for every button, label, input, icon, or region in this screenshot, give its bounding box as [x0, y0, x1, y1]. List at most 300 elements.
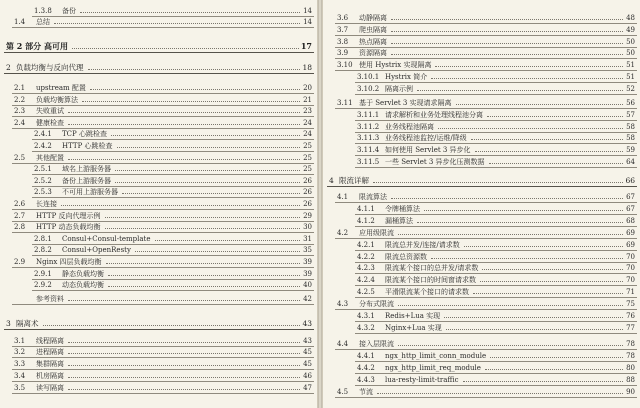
toc-entry-number: 4.2.3: [357, 264, 375, 272]
toc-entry: [337, 36, 635, 47]
toc-entry-page-number: 76: [626, 312, 635, 320]
toc-entry-title: 域名上游服务器: [62, 165, 111, 173]
toc-divider: [12, 27, 314, 28]
toc-entry-page-number: 29: [303, 212, 312, 220]
toc-entry-page-number: 52: [626, 85, 635, 93]
toc-leader-dots: [391, 47, 623, 55]
toc-entry-title: 集群隔离: [36, 360, 64, 368]
toc-leader-dots: [68, 117, 300, 125]
toc-leader-dots: [68, 370, 300, 378]
toc-entry: [357, 262, 635, 273]
toc-leader-dots: [106, 256, 300, 264]
toc-leader-dots: [68, 346, 300, 354]
toc-entry-title: 使用 Hystrix 实现隔离: [359, 61, 432, 69]
toc-entry-title: 动静隔离: [359, 14, 387, 22]
toc-entry-title: Nginx+Lua 实现: [385, 324, 442, 332]
toc-leader-dots: [108, 268, 300, 276]
toc-leader-dots: [111, 128, 300, 136]
toc-entry-page-number: 56: [626, 99, 635, 107]
toc-entry-page-number: 77: [626, 324, 635, 332]
toc-entry: [357, 109, 635, 120]
toc-entry-page-number: 40: [303, 281, 312, 289]
toc-entry: [14, 293, 312, 304]
toc-entry: [34, 128, 312, 139]
toc-leader-dots: [417, 215, 623, 223]
toc-leader-dots: [82, 94, 300, 102]
toc-leader-dots: [456, 97, 623, 105]
toc-entry-number: 第 2 部分: [6, 41, 42, 51]
toc-entry-page-number: 25: [303, 142, 312, 150]
toc-entry-number: 4.2.4: [357, 276, 375, 284]
toc-divider: [12, 393, 314, 394]
toc-entry: [337, 338, 635, 349]
toc-entry-number: 4.3.2: [357, 324, 375, 332]
toc-entry-page-number: 78: [626, 340, 635, 348]
toc-entry-title: 总结: [36, 18, 50, 26]
toc-entry: [337, 227, 635, 238]
toc-entry-title: ngx_http_limit_conn_module: [385, 352, 487, 360]
toc-entry: [357, 362, 635, 373]
toc-entry-page-number: 59: [626, 146, 635, 154]
toc-leader-dots: [435, 59, 623, 67]
toc-entry-number: 3.11.3: [357, 134, 380, 142]
toc-leader-dots: [424, 203, 623, 211]
toc-entry-page-number: 45: [303, 360, 312, 368]
toc-entry-title: upstream 配置: [36, 84, 86, 92]
toc-entry-number: 4.1: [337, 193, 349, 201]
toc-entry-title: 平滑限流某个接口的请求数: [385, 288, 469, 296]
toc-entry: [337, 24, 635, 35]
toc-entry-page-number: 69: [626, 241, 635, 249]
toc-entry-title: 长连接: [36, 200, 57, 208]
toc-entry-page-number: 39: [303, 270, 312, 278]
toc-entry-page-number: 70: [626, 276, 635, 284]
left-page: [0, 0, 318, 408]
toc-entry-title: Redis+Lua 实现: [385, 312, 441, 320]
toc-entry-number: 2.4: [14, 119, 26, 127]
toc-leader-dots: [391, 191, 623, 199]
toc-entry: [337, 191, 635, 202]
toc-entry: [337, 386, 635, 397]
toc-leader-dots: [61, 198, 300, 206]
toc-entry-page-number: 14: [303, 18, 312, 26]
toc-leader-dots: [489, 156, 623, 164]
toc-entry-number: 2.6: [14, 200, 26, 208]
toc-entry-title: 爬虫隔离: [359, 26, 387, 34]
toc-entry-title: 静态负载均衡: [62, 270, 104, 278]
toc-entry: [14, 358, 312, 369]
toc-entry-title: 限流某个接口的总并发/请求数: [385, 264, 479, 272]
toc-leader-dots: [68, 105, 300, 113]
toc-entry: [34, 5, 312, 16]
toc-entry-page-number: 24: [303, 119, 312, 127]
toc-chapter-entry: [6, 318, 312, 329]
toc-entry-title: 资源隔离: [359, 49, 387, 57]
toc-leader-dots: [490, 350, 623, 358]
toc-leader-dots: [68, 293, 300, 301]
toc-entry-number: 2.1: [14, 84, 26, 92]
toc-entry-number: 3.9: [337, 49, 349, 57]
toc-entry-title: 限流总资源数: [385, 253, 427, 261]
toc-entry-page-number: 26: [303, 177, 312, 185]
toc-entry-page-number: 71: [626, 288, 635, 296]
toc-divider: [32, 290, 314, 291]
toc-leader-dots: [68, 382, 300, 390]
toc-leader-dots: [68, 152, 300, 160]
toc-entry: [34, 175, 312, 186]
toc-leader-dots: [463, 374, 624, 382]
toc-leader-dots: [398, 298, 623, 306]
toc-entry-page-number: 70: [626, 264, 635, 272]
toc-entry-number: 2.9.1: [34, 270, 52, 278]
toc-entry: [357, 203, 635, 214]
toc-entry: [357, 83, 635, 94]
toc-entry-page-number: 43: [303, 337, 312, 345]
toc-entry-number: 2.4.1: [34, 130, 52, 138]
toc-entry-page-number: 51: [626, 73, 635, 81]
toc-entry-page-number: 66: [625, 176, 635, 185]
toc-entry-number: 3.11.5: [357, 158, 380, 166]
toc-entry: [14, 382, 312, 393]
toc-entry-title: 基于 Servlet 3 实现请求隔离: [359, 99, 452, 107]
toc-entry-page-number: 47: [303, 384, 312, 392]
toc-entry-title: 高可用: [44, 41, 68, 51]
toc-entry-page-number: 17: [300, 41, 312, 51]
toc-entry-number: 3.6: [337, 14, 349, 22]
toc-entry-number: 1.3.8: [34, 7, 52, 15]
toc-entry-title: 备份: [62, 7, 76, 15]
toc-entry-number: 3.1: [14, 337, 26, 345]
toc-entry-page-number: 21: [303, 96, 312, 104]
toc-divider: [355, 333, 637, 334]
toc-entry-number: 3.11.2: [357, 123, 380, 131]
toc-entry-page-number: 18: [302, 63, 312, 72]
toc-entry-number: 4.2.5: [357, 288, 375, 296]
toc-entry-number: 2.8: [14, 223, 26, 231]
toc-entry-page-number: 35: [303, 246, 312, 254]
toc-divider: [335, 397, 637, 398]
toc-entry-page-number: 69: [626, 229, 635, 237]
toc-divider: [355, 167, 637, 168]
toc-entry-title: 限流详解: [339, 176, 369, 185]
toc-entry-number: 2.5.2: [34, 177, 52, 185]
toc-entry-number: 4.5: [337, 388, 349, 396]
toc-entry-number: 3.10: [337, 61, 353, 69]
toc-entry-page-number: 25: [303, 154, 312, 162]
toc-leader-dots: [115, 163, 300, 171]
toc-leader-dots: [431, 251, 623, 259]
toc-entry-title: 隔离术: [16, 319, 39, 328]
toc-entry-number: 2.5: [14, 154, 26, 162]
toc-entry-title: 接入层限流: [359, 340, 394, 348]
toc-entry: [14, 256, 312, 267]
toc-entry: [357, 322, 635, 333]
toc-entry-title: 业务线程池隔离: [385, 123, 434, 131]
toc-entry-title: 其他配置: [36, 154, 64, 162]
toc-entry: [357, 251, 635, 262]
toc-divider: [327, 186, 637, 187]
toc-entry-page-number: 50: [626, 49, 635, 57]
toc-entry: [357, 286, 635, 297]
toc-leader-dots: [398, 227, 623, 235]
toc-entry: [14, 94, 312, 105]
toc-leader-dots: [68, 358, 300, 366]
toc-entry: [357, 374, 635, 385]
toc-entry-title: lua-resty-limit-traffic: [385, 376, 459, 384]
toc-entry: [357, 121, 635, 132]
toc-leader-dots: [135, 244, 300, 252]
toc-entry-title: 失败重试: [36, 107, 64, 115]
toc-leader-dots: [68, 335, 300, 343]
toc-entry-page-number: 58: [626, 134, 635, 142]
toc-entry: [14, 82, 312, 93]
toc-entry: [14, 117, 312, 128]
toc-entry-page-number: 51: [626, 61, 635, 69]
toc-entry-title: 机房隔离: [36, 372, 64, 380]
toc-entry-title: 请求解析和业务处理线程池分离: [385, 111, 483, 119]
toc-entry: [34, 140, 312, 151]
toc-entry-number: 4.2.2: [357, 253, 375, 261]
toc-entry-number: 2.5.1: [34, 165, 52, 173]
toc-entry: [357, 350, 635, 361]
toc-leader-dots: [72, 41, 299, 49]
toc-entry: [14, 346, 312, 357]
toc-leader-dots: [471, 132, 623, 140]
toc-entry-page-number: 78: [626, 352, 635, 360]
toc-entry-number: 3.10.2: [357, 85, 380, 93]
toc-entry-page-number: 45: [303, 348, 312, 356]
toc-entry-title: 备份上游服务器: [62, 177, 111, 185]
toc-leader-dots: [90, 82, 300, 90]
toc-leader-dots: [438, 121, 623, 129]
toc-entry-title: 热点隔离: [359, 38, 387, 46]
toc-leader-dots: [391, 24, 623, 32]
toc-entry: [14, 221, 312, 232]
toc-entry-title: Consul+OpenResty: [62, 246, 131, 254]
toc-entry: [357, 239, 635, 250]
toc-entry-title: 线程隔离: [36, 337, 64, 345]
toc-entry-title: HTTP 心跳检查: [62, 142, 113, 150]
toc-entry-page-number: 30: [303, 223, 312, 231]
toc-entry-title: 应用级限流: [359, 229, 394, 237]
toc-entry-number: 2.9.2: [34, 281, 52, 289]
toc-entry-number: 3: [6, 319, 11, 328]
toc-entry-page-number: 88: [626, 376, 635, 384]
toc-entry: [357, 144, 635, 155]
toc-entry-page-number: 75: [626, 300, 635, 308]
toc-entry-title: 业务线程池监控/运维/降级: [385, 134, 467, 142]
toc-entry: [34, 186, 312, 197]
toc-entry: [357, 156, 635, 167]
toc-entry-number: 2.8.2: [34, 246, 52, 254]
toc-leader-dots: [117, 140, 300, 148]
toc-leader-dots: [444, 310, 623, 318]
toc-entry: [14, 16, 312, 27]
toc-entry-title: 健康检查: [36, 119, 64, 127]
toc-entry-page-number: 14: [303, 7, 312, 15]
toc-entry-page-number: 20: [303, 84, 312, 92]
toc-entry: [34, 279, 312, 290]
toc-leader-dots: [54, 16, 300, 24]
toc-entry-number: 3.11.4: [357, 146, 380, 154]
toc-entry: [337, 97, 635, 108]
toc-entry-number: 3.8: [337, 38, 349, 46]
toc-entry-number: 2: [6, 63, 11, 72]
toc-entry-number: 3.2: [14, 348, 26, 356]
toc-entry: [357, 71, 635, 82]
toc-leader-dots: [391, 12, 623, 20]
toc-entry: [357, 215, 635, 226]
toc-entry-page-number: 80: [626, 364, 635, 372]
toc-entry-number: 2.9: [14, 258, 26, 266]
toc-entry-title: HTTP 反向代理示例: [36, 212, 101, 220]
toc-entry-page-number: 26: [303, 200, 312, 208]
toc-entry-title: 一些 Servlet 3 异步化压测数据: [385, 158, 485, 166]
toc-entry-title: 限流某个接口的时间窗请求数: [385, 276, 476, 284]
toc-entry: [357, 132, 635, 143]
toc-entry-page-number: 50: [626, 38, 635, 46]
toc-leader-dots: [417, 83, 623, 91]
toc-entry-number: 1.4: [14, 18, 26, 26]
toc-entry-title: Hystrix 简介: [385, 73, 428, 81]
toc-divider: [4, 52, 314, 53]
toc-entry-number: 4.2: [337, 229, 349, 237]
toc-leader-dots: [105, 210, 300, 218]
toc-entry-page-number: 67: [626, 205, 635, 213]
right-page: [322, 0, 640, 408]
toc-leader-dots: [377, 386, 623, 394]
toc-leader-dots: [105, 221, 300, 229]
toc-entry-number: 2.7: [14, 212, 26, 220]
toc-entry-title: 读写隔离: [36, 384, 64, 392]
toc-entry-title: 隔离示例: [385, 85, 413, 93]
toc-entry-number: 4.4.1: [357, 352, 375, 360]
toc-entry-page-number: 39: [303, 258, 312, 266]
toc-leader-dots: [108, 279, 300, 287]
toc-entry-page-number: 49: [626, 26, 635, 34]
toc-entry-page-number: 70: [626, 253, 635, 261]
toc-part-entry: [6, 41, 312, 52]
toc-entry-number: 3.3: [14, 360, 26, 368]
toc-entry-number: 4.3.1: [357, 312, 375, 320]
toc-divider: [355, 94, 637, 95]
toc-entry-title: TCP 心跳检查: [62, 130, 107, 138]
toc-divider: [12, 304, 314, 305]
toc-entry: [337, 59, 635, 70]
toc-leader-dots: [431, 71, 623, 79]
toc-leader-dots: [480, 274, 623, 282]
toc-leader-dots: [485, 362, 623, 370]
toc-leader-dots: [88, 62, 301, 70]
toc-leader-dots: [391, 36, 623, 44]
toc-entry-page-number: 57: [626, 111, 635, 119]
toc-leader-dots: [487, 109, 623, 117]
toc-entry-number: 4.1.1: [357, 205, 375, 213]
toc-entry-page-number: 31: [303, 235, 312, 243]
toc-leader-dots: [155, 233, 300, 241]
toc-entry: [34, 268, 312, 279]
toc-entry-number: 3.11: [337, 99, 353, 107]
toc-entry-title: Consul+Consul-template: [62, 235, 151, 243]
toc-leader-dots: [373, 175, 623, 183]
toc-entry-title: 限流总并发/连接/请求数: [385, 241, 460, 249]
toc-entry-number: 4.2.1: [357, 241, 375, 249]
toc-entry-page-number: 67: [626, 193, 635, 201]
toc-entry-page-number: 64: [626, 158, 635, 166]
toc-entry: [337, 47, 635, 58]
toc-leader-dots: [115, 175, 300, 183]
toc-entry: [14, 152, 312, 163]
toc-entry-number: 3.10.1: [357, 73, 380, 81]
toc-entry-number: 3.11.1: [357, 111, 380, 119]
toc-entry-page-number: 46: [303, 372, 312, 380]
toc-entry: [14, 335, 312, 346]
toc-entry-title: ngx_http_limit_req_module: [385, 364, 481, 372]
toc-entry-number: 3.4: [14, 372, 26, 380]
toc-leader-dots: [464, 239, 623, 247]
toc-leader-dots: [446, 322, 623, 330]
toc-entry-title: 负载均衡与反向代理: [16, 63, 84, 72]
toc-entry: [357, 274, 635, 285]
toc-entry-number: 4.4.2: [357, 364, 375, 372]
toc-entry-page-number: 23: [303, 107, 312, 115]
toc-entry-number: 2.3: [14, 107, 26, 115]
toc-entry-title: 节流: [359, 388, 373, 396]
toc-entry-number: 4.4: [337, 340, 349, 348]
toc-entry-title: 参考资料: [36, 295, 64, 303]
toc-divider: [4, 329, 314, 330]
toc-entry-number: 4.1.2: [357, 217, 375, 225]
toc-entry-number: 2.8.1: [34, 235, 52, 243]
toc-entry-title: 限流算法: [359, 193, 387, 201]
toc-chapter-entry: [6, 62, 312, 73]
toc-entry-page-number: 25: [303, 165, 312, 173]
toc-entry-title: 动态负载均衡: [62, 281, 104, 289]
toc-entry: [337, 298, 635, 309]
toc-entry-title: 如何使用 Servlet 3 异步化: [385, 146, 471, 154]
toc-entry-title: 漏桶算法: [385, 217, 413, 225]
toc-entry-page-number: 42: [303, 295, 312, 303]
toc-entry-title: 负载均衡算法: [36, 96, 78, 104]
toc-entry-page-number: 26: [303, 188, 312, 196]
toc-leader-dots: [122, 186, 300, 194]
toc-entry: [34, 233, 312, 244]
toc-leader-dots: [475, 144, 623, 152]
toc-entry-title: 分布式限流: [359, 300, 394, 308]
toc-entry: [357, 310, 635, 321]
toc-entry: [337, 12, 635, 23]
toc-entry-number: 4.3: [337, 300, 349, 308]
toc-entry-page-number: 90: [626, 388, 635, 396]
toc-entry-title: 令牌桶算法: [385, 205, 420, 213]
toc-entry-page-number: 58: [626, 123, 635, 131]
toc-entry: [34, 163, 312, 174]
toc-entry-page-number: 24: [303, 130, 312, 138]
toc-entry-title: Nginx 四层负载均衡: [36, 258, 102, 266]
toc-entry-page-number: 48: [626, 14, 635, 22]
toc-entry-title: 不可用上游服务器: [62, 188, 118, 196]
toc-entry-number: 3.5: [14, 384, 26, 392]
toc-entry-number: 4: [329, 176, 334, 185]
toc-entry-number: 4.4.3: [357, 376, 375, 384]
toc-leader-dots: [473, 286, 623, 294]
toc-entry-number: 2.4.2: [34, 142, 52, 150]
toc-entry-number: 3.7: [337, 26, 349, 34]
toc-entry-number: 2.5.3: [34, 188, 52, 196]
toc-entry-page-number: 68: [626, 217, 635, 225]
toc-leader-dots: [482, 262, 623, 270]
toc-entry: [14, 210, 312, 221]
